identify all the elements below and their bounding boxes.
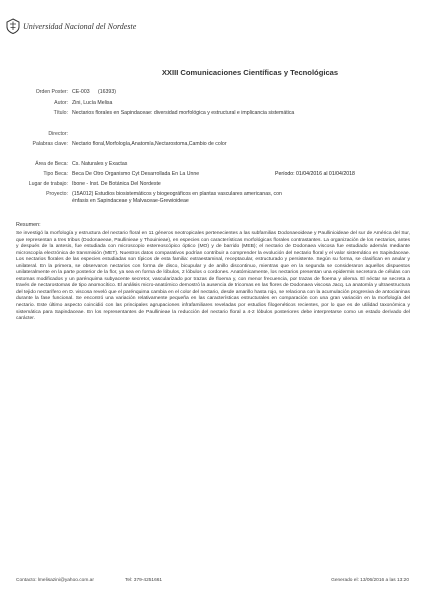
field-value: CE-003 [72, 89, 90, 95]
field-director [0, 131, 423, 138]
field-area-beca [0, 161, 423, 168]
field-tipo-beca [0, 171, 423, 178]
field-value: Beca De Otro Organismo Cyt Desarrollada En La Unne [72, 171, 200, 177]
event-title: XXIII Comunicaciones Científicas y Tecnológicas [161, 68, 339, 77]
field-label: Proyecto: [46, 191, 68, 197]
field-value: Nectario floral,Morfología,Anatomía,Nectarostoma,Cambio de color [72, 141, 227, 147]
field-label: Tipo Beca: [43, 171, 68, 177]
university-logo [6, 18, 136, 34]
field-periodo: Período: 01/04/2016 al 01/04/2018 [275, 171, 355, 177]
field-extra: (16393) [98, 89, 116, 95]
field-value: (15A012) Estudios biosistemáticos y biogeográficos en plantas vasculares americanas, con énfasis en Sapindaceae y Malvaceae-Grewioideae [72, 191, 282, 204]
field-value: Nectarios florales en Sapindaceae: diversidad morfológica y estructural e implicancia sistemática [72, 110, 295, 116]
field-palabras-clave [0, 141, 423, 148]
field-value: Cs. Naturales y Exactas [72, 161, 128, 167]
footer-phone: Tel: 379-4251661 [125, 578, 163, 583]
field-proyecto [0, 191, 423, 205]
footer-generated: Generado el: 13/06/2016 a las 13:20 [331, 578, 409, 583]
university-crest-icon [6, 18, 20, 34]
field-label: Lugar de trabajo: [28, 181, 68, 187]
field-label: Autor: [54, 100, 68, 106]
field-lugar-trabajo [0, 181, 423, 188]
resumen-label: Resumen: [16, 222, 41, 228]
field-label: Palabras clave: [32, 141, 68, 147]
field-label: Orden Poster: [35, 89, 68, 95]
field-value: Zini, Lucía Melisa [72, 100, 113, 106]
resumen-text: Se investigó la morfología y estructura del nectario floral en 11 géneros neotropicales pertenecientes a las subfamilias Dodonaeoideae y Paullinioideae del sur de América del Sur, que representan a tres tribus (Dodonaeeae, Paullinieae y Thouinieae), en especies con características morfológicas florales contrastantes. La organización de los nectarios, antes y después de la antesis, fue estudiada con microscopio estereoscópico óptico (MO) y de barrido (MEB); el nectario de Dodonaea viscosa fue estudiado además mediante microscopía electrónica de transmisión (MET). Nuestros datos comparativos podrían contribuir a comprender la evolución del nectario floral y el valor sistemático en Sapindaceae. Los nectarios florales de las especies estudiadas son típicos de esta familia: extraestaminal, receptacular, estructurado y persistente. Según su forma, se clasifican en anular y unilateral. En la primera, se observaron nectarios con forma de disco, bicupular y de anillo discontinuo, mientras que en la segunda se consideraron aquellos dispuestos unilateralmente en la parte posterior de la flor, ya sea en forma de lóbulos, 2 lóbulos o cordones. Anatómicamente, los nectarios presentan una epidermis secretora de células con estomas modificados y un parénquima subyacente secretor, vascularizado por trazas de floema y, con menor frecuencia, por trazas de floema y xilema. El néctar se secreta a través de nectarostomas de tipo anomocítico. El análisis micro-anatómico demostró la ausencia de tricomas en las flores de Dodonaea viscosa Jacq. La anatomía y ultraestructura del tejido nectarífero en D. viscosa reveló que el parénquima cambia en el color del nectario, desde amarillo hasta rojo, se relaciona con la acumulación progresiva de antocianinas durante la fase funcional. Se encontró una variación relativamente pequeña en las características estructurales en comparación con una gran variación en la morfología del nectario. Este último aspecto coincidió con las principales agrupaciones infrafamiliares reveladas por estudios filogenéticos recientes, por lo que es de utilidad taxonómica y sistemática para Sapindaceae. En los representantes de Paullinieae la reducción del nectario floral a 4-2 lóbulos posteriores debe interpretarse como un estado derivado del carácter. [16, 231, 410, 322]
footer-contact: Contacto: lmelisazini@yahoo.com.ar [16, 578, 94, 583]
field-autor [0, 100, 423, 107]
university-name: Universidad Nacional del Nordeste [23, 21, 137, 31]
field-value: Ibone - Inst. De Botánica Del Nordeste [72, 181, 161, 187]
field-label: Área de Beca: [35, 161, 68, 167]
field-label: Título: [53, 110, 68, 116]
field-label: Director: [48, 131, 68, 137]
field-titulo [0, 110, 423, 117]
field-orden-poster [0, 89, 423, 96]
